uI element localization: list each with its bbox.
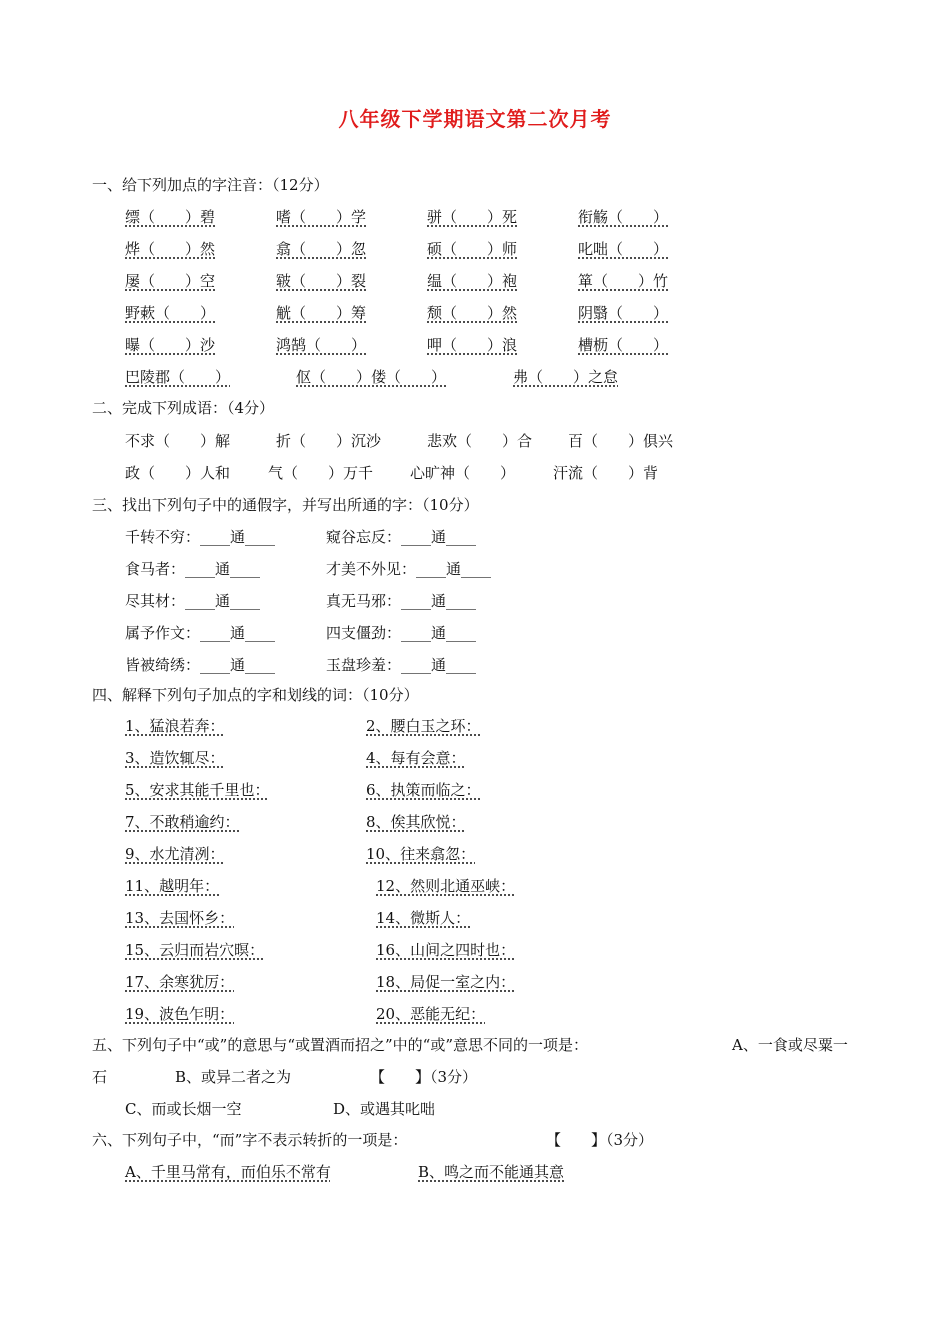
s2-item: 悲欢（ ）合 [427, 432, 533, 450]
s4-item: 1、猛浪若奔： [125, 717, 225, 735]
s4-item: 10、往来翕忽： [366, 845, 476, 863]
s4-item: 6、执策而临之： [366, 781, 481, 799]
s6-option-b: B、鸣之而不能通其意 [418, 1163, 565, 1181]
s4-item: 9、水尤清冽： [125, 845, 225, 863]
s4-item: 18、局促一室之内： [376, 973, 516, 991]
s4-item: 8、俟其欣悦： [366, 813, 466, 831]
s4-item: 11、越明年： [125, 877, 220, 895]
s1-item: 槽枥（ ） [578, 336, 669, 354]
s3-item: 才美不外见：____通____ [326, 560, 492, 578]
s2-item: 百（ ）俱兴 [568, 432, 674, 450]
s4-item: 19、波色乍明： [125, 1005, 235, 1023]
s1-item: 衔觞（ ） [578, 208, 669, 226]
s1-item: 硕（ ）师 [427, 240, 518, 258]
s3-item: 窥谷忘反：____通____ [326, 528, 477, 546]
s5-option-a: A、一食或尽粟一 [732, 1036, 848, 1054]
s3-item: 皆被绮绣：____通____ [125, 656, 276, 674]
s2-item: 汗流（ ）背 [553, 464, 659, 482]
s4-item: 7、不敢稍逾约： [125, 813, 240, 831]
s1-item: 缊（ ）袍 [427, 272, 518, 290]
section-3-heading: 三、找出下列句子中的通假字，并写出所通的字：（10分） [92, 496, 479, 514]
s4-item: 13、去国怀乡： [125, 909, 235, 927]
s4-item: 15、云归而岩穴暝： [125, 941, 265, 959]
section-1-heading: 一、给下列加点的字注音：（12分） [92, 176, 329, 194]
s1-item: 弗（ ）之怠 [513, 368, 619, 386]
s1-item: 觥（ ）筹 [276, 304, 367, 322]
section-6-question: 六、下列句子中，“而”字不表示转折的一项是： [92, 1131, 408, 1149]
s1-item: 野蔌（ ） [125, 304, 216, 322]
section-4-heading: 四、解释下列句子加点的字和划线的词：（10分） [92, 686, 419, 704]
section-5-question: 五、下列句子中“或”的意思与“或置酒而招之”中的“或”意思不同的一项是： [92, 1036, 589, 1054]
s5-answer-bracket: 【 】（3分） [370, 1068, 478, 1086]
s1-item: 巴陵郡（ ） [125, 368, 231, 386]
s2-item: 不求（ ）解 [125, 432, 231, 450]
s2-item: 气（ ）万千 [268, 464, 374, 482]
s2-item: 政（ ）人和 [125, 464, 231, 482]
s6-answer-bracket: 【 】（3分） [546, 1131, 654, 1149]
s1-item: 曝（ ）沙 [125, 336, 216, 354]
s1-item: 嗜（ ）学 [276, 208, 367, 226]
s3-item: 四支僵劲：____通____ [326, 624, 477, 642]
s1-item: 骈（ ）死 [427, 208, 518, 226]
s1-item: 箪（ ）竹 [578, 272, 669, 290]
s1-item: 叱咄（ ） [578, 240, 669, 258]
s1-item: 伛（ ）偻（ ） [296, 368, 447, 386]
s4-item: 20、恶能无纪： [376, 1005, 486, 1023]
s4-item: 17、余寒犹厉： [125, 973, 235, 991]
s2-item: 折（ ）沉沙 [276, 432, 382, 450]
s3-item: 属予作文：____通____ [125, 624, 276, 642]
s1-item: 缥（ ）碧 [125, 208, 216, 226]
s1-item: 翕（ ）忽 [276, 240, 367, 258]
s1-item: 颓（ ）然 [427, 304, 518, 322]
s5-option-d: D、或遇其叱咄 [333, 1100, 436, 1118]
s1-item: 皲（ ）裂 [276, 272, 367, 290]
s1-item: 阴翳（ ） [578, 304, 669, 322]
page-title: 八年级下学期语文第二次月考 [338, 107, 612, 131]
section-2-heading: 二、完成下列成语：（4分） [92, 399, 275, 417]
s5-option-a-cont: 石 [92, 1068, 108, 1086]
s4-item: 12、然则北通巫峡： [376, 877, 516, 895]
s5-option-b: B、或异二者之为 [175, 1068, 292, 1086]
s3-item: 千转不穷：____通____ [125, 528, 276, 546]
s4-item: 5、安求其能千里也： [125, 781, 270, 799]
s1-item: 屡（ ）空 [125, 272, 216, 290]
s5-option-c: C、而或长烟一空 [125, 1100, 242, 1118]
s4-item: 2、腰白玉之环： [366, 717, 481, 735]
s4-item: 4、每有会意： [366, 749, 466, 767]
s1-item: 呷（ ）浪 [427, 336, 518, 354]
s4-item: 14、微斯人： [376, 909, 471, 927]
s3-item: 玉盘珍羞：____通____ [326, 656, 477, 674]
s4-item: 16、山间之四时也： [376, 941, 516, 959]
s3-item: 食马者：____通____ [125, 560, 261, 578]
s1-item: 烨（ ）然 [125, 240, 216, 258]
s2-item: 心旷神（ ） [410, 464, 516, 482]
s3-item: 尽其材：____通____ [125, 592, 261, 610]
s3-item: 真无马邪：____通____ [326, 592, 477, 610]
s6-option-a: A、千里马常有，而伯乐不常有 [125, 1163, 331, 1181]
s1-item: 鸿鹄（ ） [276, 336, 367, 354]
s4-item: 3、造饮辄尽： [125, 749, 225, 767]
